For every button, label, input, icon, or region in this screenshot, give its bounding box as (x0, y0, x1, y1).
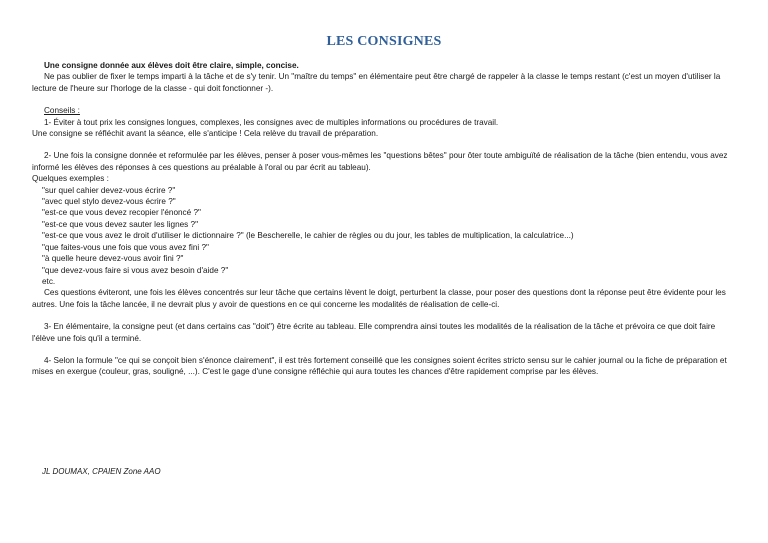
document-body (32, 60, 738, 378)
example-item: "que devez-vous faire si vous avez besoin d'aide ?" (42, 265, 229, 275)
conseil-1-b: Une consigne se réfléchit avant la séance, elle s'anticipe ! Cela relève du travail de préparation. (32, 129, 379, 139)
conseil-2-text: 2- Une fois la consigne donnée et reformulée par les élèves, penser à poser vous-mêmes les "questions bêtes" pour ôter toute ambiguïté de réalisation de la tâche (bien entendu, vous avez informé les élèves des réponses à ces questions au préalable à l'oral ou par écrit au tableau). (32, 151, 728, 172)
spacer (32, 310, 738, 321)
example-item: "avec quel stylo devez-vous écrire ?" (42, 197, 176, 207)
page-title: LES CONSIGNES (326, 34, 442, 49)
examples-list (32, 185, 738, 288)
conseil-1-a: 1- Éviter à tout prix les consignes longues, complexes, les consignes avec de multiples informations ou procédures de travail. (44, 117, 499, 127)
conseil-4 (32, 355, 738, 378)
example-item: "sur quel cahier devez-vous écrire ?" (42, 185, 176, 195)
example-item: etc. (42, 276, 56, 286)
conseil-3 (32, 321, 738, 344)
conseil-4-text: 4- Selon la formule "ce qui se conçoit bien s'énonce clairement", il est très fortement conseillé que les consignes soient écrites stricto sensu sur le cahier journal ou la fiche de préparation et mises en exergue (couleur, gras, souligné, ...). C'est le gage d'une consigne réfléchie qui aura toutes les chances d'être rapidement comprise par les élèves. (32, 355, 727, 377)
example-item: "est-ce que vous devez sauter les lignes ?" (42, 219, 199, 229)
conseil-3-text: 3- En élémentaire, la consigne peut (et dans certains cas "doit") être écrite au tableau. Elle comprendra ainsi toutes les modalités de la réalisation de la tâche et prévoira ce que doit faire l'élève une fois qu'il a terminé. (32, 322, 716, 343)
example-item: "à quelle heure devez-vous avoir fini ?" (42, 254, 184, 264)
conseils-heading: Conseils : (44, 106, 80, 116)
examples-heading: Quelques exemples : (32, 174, 109, 184)
conseil-2 (32, 150, 738, 173)
intro-paragraph-text: Ne pas oublier de fixer le temps imparti à la tâche et de s'y tenir. Un "maître du temps" en élémentaire peut être chargé de rappeler à la classe le temps restant (c'est un moyen d'utiliser la lecture de l'heure sur l'horloge de la classe - qui doit fonctionner -). (32, 72, 721, 93)
spacer (32, 344, 738, 355)
spacer (32, 94, 738, 105)
intro-lead: Une consigne donnée aux élèves doit être claire, simple, concise. (44, 61, 299, 70)
example-item: "est-ce que vous avez le droit d'utiliser le dictionnaire ?" (le Bescherelle, le cahier de règles ou du jour, les tables de multiplication, la calculatrice...) (42, 231, 574, 241)
author-signature: JL DOUMAX, CPAIEN Zone AAO (42, 467, 161, 476)
after-examples (32, 287, 738, 310)
example-item: "que faites-vous une fois que vous avez fini ?" (42, 242, 209, 252)
intro-paragraph (32, 71, 738, 94)
after-examples-text: Ces questions éviteront, une fois les élèves concentrés sur leur tâche que certains lèvent le doigt, perturbent la classe, pour poser des questions dont la réponse peut être évidente pour les autres. Une fois la tâche lancée, il ne devrait plus y avoir de questions en ce qui concerne les modalités de réalisation de celle-ci. (32, 288, 726, 309)
example-item: "est-ce que vous devez recopier l'énoncé ?" (42, 208, 201, 218)
spacer (32, 139, 738, 150)
